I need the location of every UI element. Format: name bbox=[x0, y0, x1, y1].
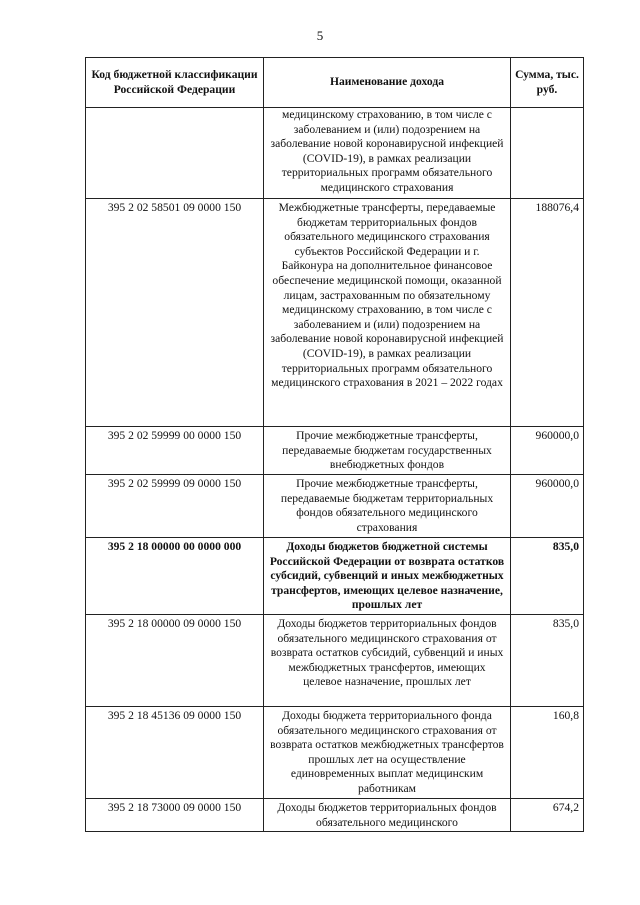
row-code: 395 2 18 45136 09 0000 150 bbox=[86, 707, 264, 799]
header-sum: Сумма, тыс. руб. bbox=[511, 58, 584, 108]
row-name: Прочие межбюджетные трансферты, передаваемые бюджетам территориальных фондов обязательного медицинского страхования bbox=[264, 475, 511, 538]
table-row bbox=[86, 199, 584, 427]
table-header-row bbox=[86, 58, 584, 108]
table-row bbox=[86, 475, 584, 538]
row-name: Доходы бюджетов бюджетной системы Российской Федерации от возврата остатков субсидий, субвенций и иных межбюджетных трансфертов, имеющих целевое назначение, прошлых лет bbox=[264, 538, 511, 615]
row-sum: 835,0 bbox=[511, 615, 584, 707]
row-code bbox=[86, 108, 264, 199]
table-row bbox=[86, 799, 584, 832]
page-number: 5 bbox=[316, 28, 324, 43]
row-code: 395 2 02 59999 09 0000 150 bbox=[86, 475, 264, 538]
row-sum: 835,0 bbox=[511, 538, 584, 615]
row-name: Доходы бюджетов территориальных фондов обязательного медицинского страхования от возврата остатков субсидий, субвенций и иных межбюджетных трансфертов, имеющих целевое назначение, прошлых лет bbox=[264, 615, 511, 707]
row-sum: 160,8 bbox=[511, 707, 584, 799]
row-name: Доходы бюджета территориального фонда обязательного медицинского страхования от возврата остатков межбюджетных трансфертов прошлых лет на осуществление единовременных выплат медицинским работникам bbox=[264, 707, 511, 799]
row-sum: 960000,0 bbox=[511, 475, 584, 538]
row-code: 395 2 18 00000 09 0000 150 bbox=[86, 615, 264, 707]
table-row bbox=[86, 427, 584, 475]
table-row bbox=[86, 707, 584, 799]
header-name: Наименование дохода bbox=[264, 58, 511, 108]
row-code: 395 2 18 00000 00 0000 000 bbox=[86, 538, 264, 615]
row-code: 395 2 18 73000 09 0000 150 bbox=[86, 799, 264, 832]
row-name: Межбюджетные трансферты, передаваемые бюджетам территориальных фондов обязательного медицинского страхования субъектов Российской Федерации и г. Байконура на дополнительное финансовое обеспечение медицинской помощи, оказанной лицам, застрахованным по обязательному медицинскому страхованию, в том числе с заболеванием и (или) подозрением на заболевание новой коронавирусной инфекцией (COVID-19), в рамках реализации территориальных программ обязательного медицинского страхования в 2021 – 2022 годах bbox=[264, 199, 511, 427]
table-row bbox=[86, 615, 584, 707]
row-name: Доходы бюджетов территориальных фондов обязательного медицинского bbox=[264, 799, 511, 832]
row-name: медицинскому страхованию, в том числе с заболеванием и (или) подозрением на заболевание новой коронавирусной инфекцией (COVID-19), в рамках реализации территориальных программ обязательного медицинского страхования bbox=[264, 108, 511, 199]
header-code: Код бюджетной классификации Российской Федерации bbox=[86, 58, 264, 108]
row-sum: 188076,4 bbox=[511, 199, 584, 427]
row-code: 395 2 02 59999 00 0000 150 bbox=[86, 427, 264, 475]
table-row bbox=[86, 538, 584, 615]
row-sum bbox=[511, 108, 584, 199]
row-name: Прочие межбюджетные трансферты, передаваемые бюджетам государственных внебюджетных фондов bbox=[264, 427, 511, 475]
row-code: 395 2 02 58501 09 0000 150 bbox=[86, 199, 264, 427]
table-row bbox=[86, 108, 584, 199]
row-sum: 674,2 bbox=[511, 799, 584, 832]
row-sum: 960000,0 bbox=[511, 427, 584, 475]
revenue-table bbox=[85, 57, 584, 832]
